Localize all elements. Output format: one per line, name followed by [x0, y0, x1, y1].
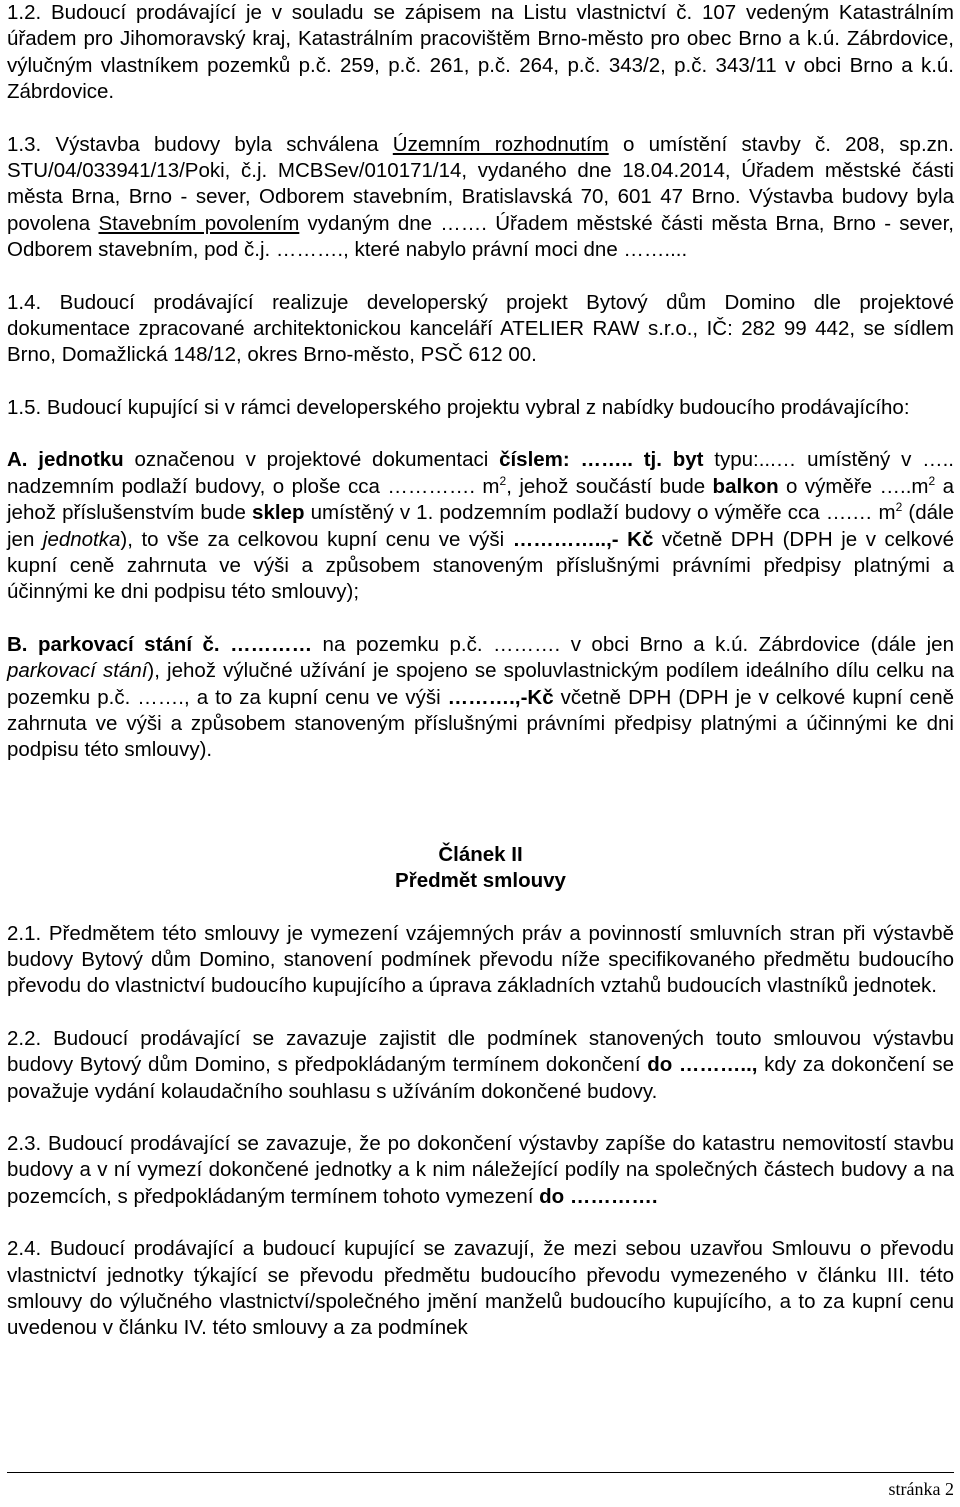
text-segment: a jehož příslušenstvím bude [7, 474, 954, 525]
superscript: 2 [499, 473, 507, 488]
text-segment: 2.2. Budoucí prodávající se zavazuje zajistit dle podmínek stanovených touto smlouvou výstavbu budovy Bytový dům Domino, s předpokládaným termínem dokončení [7, 1026, 954, 1077]
italic-text: jednotka [42, 527, 121, 551]
text-segment: kdy za dokončení se považuje vydání kolaudačního souhlasu s užíváním dokončené budovy. [7, 1053, 955, 1103]
bold-text: číslem: …….. tj. byt [499, 448, 704, 472]
superscript: 2 [928, 473, 936, 488]
text-segment: ), jehož výlučné užívání je spojeno se spoluvlastnickým podílem ideálního dílu celku na pozemku p.č. ……., a to za kupní cenu ve výši [7, 659, 954, 709]
paragraph-1-2: 1.2. Budoucí prodávající je v souladu se zápisem na Listu vlastnictví č. 107 vedeným Katastrálním úřadem pro Jihomoravský kraj, Katastrálním pracovištěm Brno-město pro obec Brno a k.ú. Zábrdovice, výlučným vlastníkem pozemků p.č. 259, p.č. 261, p.č. 264, p.č. 343/2, p.č. 343/11 v obci Brno a k.ú. Zábrdovice. [7, 1, 954, 104]
bold-text: ……….,-Kč [447, 685, 554, 709]
bold-text: A. jednotku [7, 448, 124, 472]
text-segment: 1.3. Výstavba budovy byla schválena [7, 132, 393, 156]
superscript: 2 [895, 500, 903, 515]
bold-text: sklep [252, 501, 305, 525]
paragraph-1-5: 1.5. Budoucí kupující si v rámci developerského projektu vybral z nabídky budoucího prodávajícího: [7, 395, 910, 419]
text-segment: včetně DPH (DPH je v celkové kupní ceně zahrnuta ve výši a způsobem stanoveným příslušnými právními předpisy platnými a účinnými ke dni podpisu této smlouvy). [7, 685, 954, 762]
text-segment: typu:...… umístěný v ….. nadzemním podlaží budovy, o ploše cca …………. m [7, 448, 955, 498]
bold-text: …………..,- Kč [512, 527, 654, 551]
page-footer [7, 1472, 954, 1499]
document-page [7, 0, 954, 1342]
text-segment: (dále jen [7, 501, 954, 551]
bold-text: do ……….., [647, 1053, 758, 1077]
paragraph-unit-a [7, 447, 954, 605]
bold-text: do …………. [539, 1184, 658, 1208]
paragraph-1-4: 1.4. Budoucí prodávající realizuje developerský projekt Bytový dům Domino dle projektové dokumentace zpracované architektonickou kanceláří ATELIER RAW s.r.o., IČ: 282 99 442, se sídlem Brno, Domažlická 148/12, okres Brno-město, PSČ 612 00. [7, 290, 954, 367]
building-permit-link: Stavebním povolením [98, 211, 300, 235]
text-segment: na pozemku p.č. ………. v obci Brno a k.ú. Zábrdovice (dále jen [312, 632, 954, 656]
text-segment: umístěný v 1. podzemním podlaží budovy o výměře cca ….… m [304, 501, 896, 525]
text-segment: o výměře …..m [778, 474, 929, 498]
article-number: Článek II [438, 842, 523, 866]
text-segment: ), to vše za celkovou kupní cenu ve výši [120, 527, 513, 551]
text-segment: 2.3. Budoucí prodávající se zavazuje, že po dokončení výstavby zapíše do katastru nemovitostí stavbu budovy a v ní vymezí dokončené jednotky a k nim náležející podíly na společných částech budovy a na pozemcích, s předpokládaným termínem tohoto vymezení [7, 1132, 954, 1208]
article-title: Předmět smlouvy [395, 869, 566, 893]
paragraph-parking-b [7, 632, 954, 764]
paragraph-2-3 [7, 1131, 954, 1210]
text-segment: o umístění stavby č. 208, sp.zn. STU/04/033941/13/Poki, č.j. MCBSev/010171/14, vydaného dne 18.04.2014, Úřadem městské části města Brna, Brno - sever, Odborem stavebním, Bratislavská 70, 601 47 Brno. Výstavba budovy byla povolena [7, 132, 955, 235]
italic-text: parkovací stání [7, 659, 148, 683]
page-number: stránka 2 [888, 1479, 954, 1499]
paragraph-2-4: 2.4. Budoucí prodávající a budoucí kupující se zavazují, že mezi sebou uzavřou Smlouvu o převodu vlastnictví jednotky týkající se převodu předmětu budoucího převodu vymezeného v článku III. této smlouvy do výlučného vlastnictví/společného jmění manželů budoucího kupujícího, a to za kupní cenu uvedenou v článku IV. této smlouvy a za podmínek [7, 1237, 954, 1340]
bold-text: B. parkovací stání č. ………… [7, 632, 313, 656]
bold-text: balkon [712, 474, 779, 498]
text-segment: označenou v projektové dokumentaci [123, 448, 500, 472]
paragraph-2-2 [7, 1026, 954, 1105]
paragraph-2-1: 2.1. Předmětem této smlouvy je vymezení vzájemných práv a povinností smluvních stran při výstavbě budovy Bytový dům Domino, stanovení podmínek převodu níže specifikovaného předmětu budoucího převodu do vlastnictví budoucího kupujícího a úprava základních vztahů budoucích vlastníků jednotek. [7, 921, 954, 998]
text-segment: včetně DPH (DPH je v celkové kupní ceně zahrnuta ve výši a způsobem stanoveným příslušnými právními předpisy platnými a účinnými ke dni podpisu této smlouvy); [7, 527, 954, 604]
text-segment: , jehož součástí bude [506, 474, 713, 498]
article-subheading [7, 868, 954, 894]
article-heading [7, 842, 954, 868]
zoning-decision-link: Územním rozhodnutím [392, 132, 609, 156]
paragraph-1-3 [7, 132, 954, 264]
text-segment: vydaným dne ……. Úřadem městské části města Brna, Brno - sever, Odborem stavebním, pod č.j. ………., které nabylo právní moci dne …….... [7, 211, 954, 262]
